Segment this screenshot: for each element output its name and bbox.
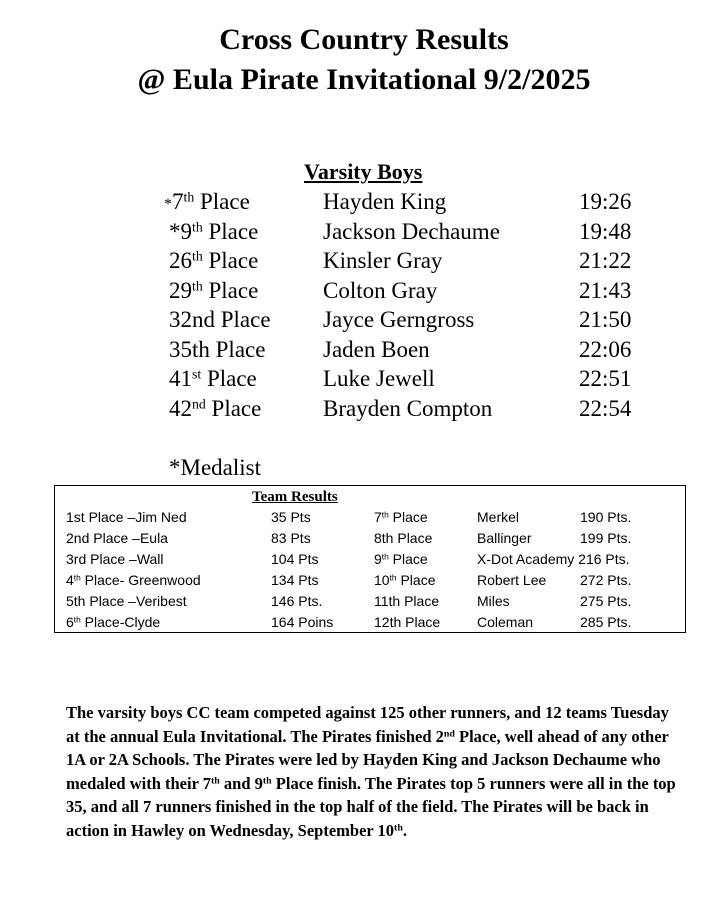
team-points-right: 272 Pts. (580, 572, 632, 588)
team-points-left: 83 Pts (271, 530, 311, 546)
varsity-place (169, 276, 258, 306)
team-points-left: 146 Pts. (271, 593, 323, 609)
place-text: 9 (374, 551, 382, 567)
runner-name: Colton Gray (323, 278, 438, 303)
varsity-place (169, 335, 265, 365)
place-number: 9 (180, 219, 192, 244)
team-points-right: 275 Pts. (580, 593, 632, 609)
place-text: Place (396, 572, 436, 588)
place-number: 41 (169, 366, 192, 391)
place-text: 12th Place (374, 614, 441, 630)
varsity-row (0, 364, 728, 394)
place-suffix: th (381, 509, 389, 520)
varsity-row (0, 335, 728, 365)
team-school-right: Ballinger (477, 530, 532, 546)
place-suffix: th (389, 572, 397, 583)
place-text: 1st Place –Jim Ned (66, 509, 187, 525)
varsity-row (0, 217, 728, 247)
place-suffix: th (73, 614, 81, 625)
place-number: 42 (169, 396, 192, 421)
place-text: 2nd Place –Eula (66, 530, 168, 546)
runner-time: 21:50 (579, 307, 632, 332)
varsity-place (169, 246, 258, 276)
team-place-right (374, 612, 440, 633)
runner-time: 21:43 (579, 278, 632, 303)
team-place-left (66, 612, 160, 633)
place-number: 26 (169, 248, 192, 273)
medalist-marker: * (164, 196, 172, 213)
team-place-left (66, 528, 168, 549)
team-row (0, 549, 728, 570)
place-word: Place (202, 248, 259, 273)
team-place-right (374, 507, 428, 528)
place-text: 11th Place (374, 593, 440, 609)
varsity-row (0, 246, 728, 276)
varsity-row (0, 276, 728, 306)
place-suffix: nd (192, 396, 206, 412)
team-school-right: Robert Lee (477, 572, 547, 588)
place-word: Place (202, 219, 259, 244)
team-row (0, 507, 728, 528)
place-text: Place (388, 509, 428, 525)
place-text: Place-Clyde (80, 614, 161, 630)
team-results-heading: Team Results (252, 489, 338, 505)
team-points-right: 285 Pts. (580, 614, 632, 630)
place-suffix: th (73, 572, 81, 583)
place-number: 29 (169, 278, 192, 303)
team-points-left: 104 Pts (271, 551, 319, 567)
place-word: Place (194, 189, 250, 214)
team-row (0, 528, 728, 549)
place-word: Place (201, 366, 257, 391)
team-school-right: X-Dot Academy 216 Pts. (477, 551, 630, 567)
place-suffix: th (192, 219, 203, 235)
varsity-row (0, 305, 728, 335)
place-text: Place (388, 551, 428, 567)
team-place-left (66, 507, 187, 528)
team-place-right (374, 549, 428, 570)
page-subtitle: @ Eula Pirate Invitational 9/2/2025 (137, 63, 591, 96)
place-word: Place (205, 396, 262, 421)
place-suffix: th (381, 551, 389, 562)
team-row (0, 591, 728, 612)
runner-time: 19:26 (579, 189, 632, 214)
varsity-row (0, 394, 728, 424)
runner-name: Brayden Compton (323, 396, 493, 421)
place-text: 3rd Place –Wall (66, 551, 164, 567)
place-suffix: th (192, 248, 203, 264)
team-place-left (66, 570, 201, 591)
runner-name: Hayden King (323, 189, 447, 214)
team-place-right (374, 528, 432, 549)
team-points-left: 164 Poins (271, 614, 334, 630)
place-suffix: st (192, 366, 202, 382)
place-text: 8th Place (374, 530, 433, 546)
varsity-place (169, 394, 261, 424)
varsity-place (169, 305, 271, 335)
runner-name: Jackson Dechaume (323, 219, 500, 244)
place-number: 35th Place (169, 337, 266, 362)
place-text: 10 (374, 572, 390, 588)
place-text: 6 (66, 614, 74, 630)
team-place-left (66, 591, 187, 612)
place-suffix: th (183, 189, 195, 205)
team-school-right: Miles (477, 593, 510, 609)
varsity-heading: Varsity Boys (304, 159, 423, 184)
place-word: Place (202, 278, 259, 303)
team-points-right: 199 Pts. (580, 530, 632, 546)
team-points-left: 134 Pts (271, 572, 319, 588)
varsity-place (169, 364, 257, 394)
runner-name: Kinsler Gray (323, 248, 443, 273)
team-school-right: Coleman (477, 614, 534, 630)
place-text: 7 (374, 509, 382, 525)
medalist-note: *Medalist (169, 455, 261, 480)
medalist-marker: * (169, 219, 181, 244)
runner-time: 22:51 (579, 366, 632, 391)
team-school-right: Merkel (477, 509, 520, 525)
team-points-right: 190 Pts. (580, 509, 632, 525)
team-row (0, 612, 728, 633)
runner-time: 22:06 (579, 337, 632, 362)
place-number: 32nd Place (169, 307, 271, 332)
place-text: Place- Greenwood (80, 572, 201, 588)
place-number: 7 (172, 189, 184, 214)
team-place-left (66, 549, 164, 570)
place-suffix: th (192, 278, 203, 294)
place-text: 4 (66, 572, 74, 588)
runner-time: 21:22 (579, 248, 632, 273)
varsity-row (0, 187, 728, 217)
team-place-right (374, 570, 436, 591)
runner-time: 22:54 (579, 396, 632, 421)
runner-name: Jayce Gerngross (323, 307, 475, 332)
team-place-right (374, 591, 439, 612)
summary-paragraph: The varsity boys CC team competed against 125 other runners, and 12 teams Tuesday at the annual Eula Invitational. The Pirates finished 2nd Place, well ahead of any other 1A or 2A Schools. The Pirates were led by Hayden King and Jackson Dechaume who medaled with their 7th and 9th Place finish. The Pirates top 5 runners were all in the top 35, and all 7 runners finished in the top half of the field. The Pirates will be back in action in Hawley on Wednesday, September 10th. (66, 703, 676, 840)
varsity-place (164, 187, 250, 220)
runner-name: Luke Jewell (323, 366, 435, 391)
varsity-place (169, 217, 258, 247)
team-row (0, 570, 728, 591)
runner-name: Jaden Boen (323, 337, 430, 362)
runner-time: 19:48 (579, 219, 632, 244)
place-text: 5th Place –Veribest (66, 593, 187, 609)
team-points-left: 35 Pts (271, 509, 311, 525)
page-title: Cross Country Results (219, 23, 509, 56)
